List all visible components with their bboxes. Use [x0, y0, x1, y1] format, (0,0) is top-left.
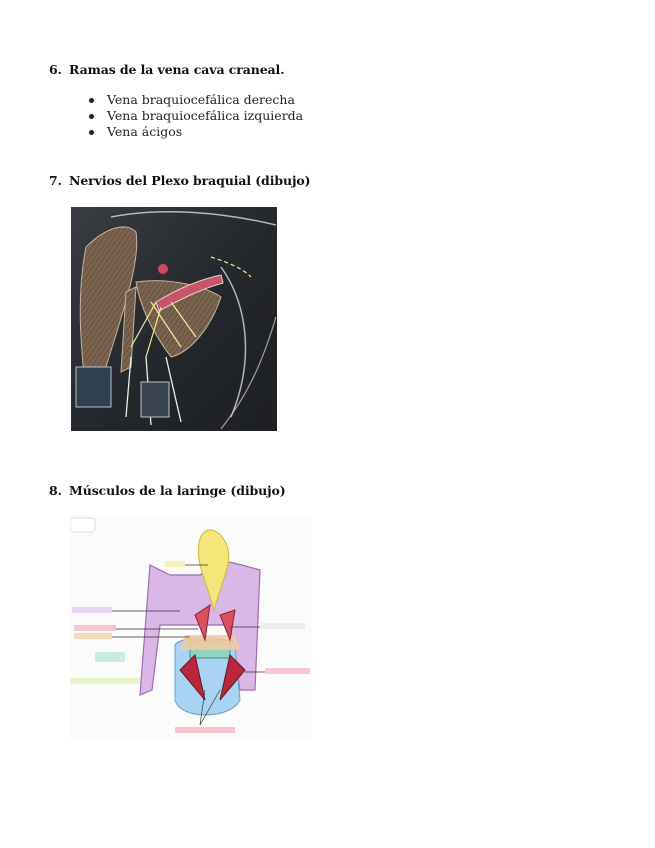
- section-6-heading: [49, 62, 284, 77]
- larynx-muscles-drawing: [70, 515, 312, 740]
- brachial-plexus-photo: [71, 207, 277, 431]
- section-number: 6.: [49, 62, 62, 77]
- list-item: Vena ácigos: [89, 124, 303, 140]
- section-title: Músculos de la laringe (dibujo): [69, 483, 286, 498]
- section-8-heading: [49, 483, 286, 498]
- larynx-illustration: [70, 515, 312, 740]
- bullet-icon: [89, 114, 94, 119]
- branches-list: [89, 92, 303, 140]
- brachial-plexus-illustration: [71, 207, 277, 431]
- bullet-icon: [89, 98, 94, 103]
- section-number: 7.: [49, 173, 62, 188]
- section-number: 8.: [49, 483, 62, 498]
- section-title: Ramas de la vena cava craneal.: [69, 62, 285, 77]
- bullet-icon: [89, 130, 94, 135]
- list-item: Vena braquiocefálica izquierda: [89, 108, 303, 124]
- section-title: Nervios del Plexo braquial (dibujo): [69, 173, 311, 188]
- section-7-heading: [49, 173, 310, 188]
- list-item: Vena braquiocefálica derecha: [89, 92, 303, 108]
